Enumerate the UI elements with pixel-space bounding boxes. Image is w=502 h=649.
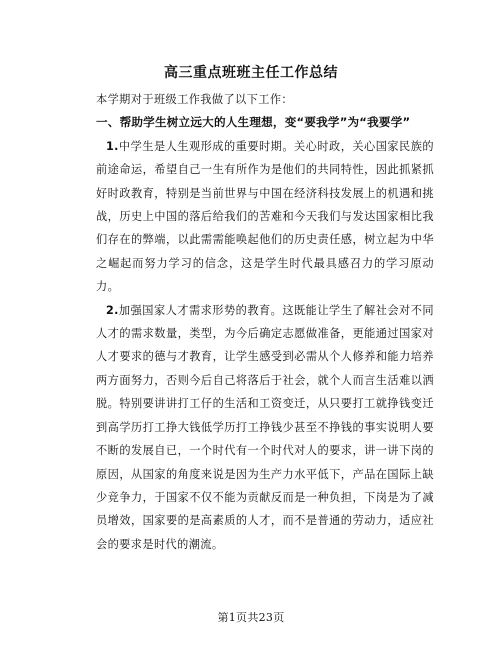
- document-title: 高三重点班班主任工作总结: [164, 65, 338, 81]
- paragraph-1: [96, 135, 434, 299]
- intro-paragraph: 本学期对于班级工作我做了以下工作：: [96, 93, 293, 106]
- section-heading: 一、帮助学生树立远大的人生理想，变“要我学”为“我要学”: [96, 115, 411, 130]
- paragraph-1-text: 中学生是人生观形成的重要时期。关心时政，关心国家民族的前途命运，希望自己一生有所作为是他们的共同特性，因此抓紧抓好时政教育，特别是当前世界与中国在经济科技发展上的机遇和挑战，历史上中国的落后给我们的苦难和今天我们与发达国家相比我们存在的弊端，以此需需能唤起他们的历史责任感，树立起为中华之崛起而努力学习的信念，这是学生时代最具感召力的学习原动力。: [96, 139, 434, 294]
- paragraph-1-number: 1.: [106, 139, 119, 153]
- paragraph-2: [96, 299, 434, 556]
- paragraph-2-number: 2.: [106, 303, 119, 317]
- document-body: [96, 88, 434, 556]
- paragraph-2-text: 加强国家人才需求形势的教育。这既能让学生了解社会对不同人才的需求数量，类型，为今后确定志愿做准备，更能通过国家对人才要求的德与才教育，让学生感受到必需从个人修养和能力培养两方面努力，否则今后自己将落后于社会，就个人而言生活难以洒脱。特别要讲讲打工仔的生活和工资变迁，从只要打工就挣钱变迁到高学历打工挣大钱低学历打工挣钱少甚至不挣钱的事实说明人要不断的发展自已，一个时代有一个时代对人的要求，讲一讲下岗的原因，从国家的角度来说是因为生产力水平低下，产品在国际上缺少竞争力，于国家不仅不能为贡献反而是一种负担，下岗是为了减员增效，国家要的是高素质的人才，而不是普通的劳动力，适应社会的要求是时代的潮流。: [96, 303, 434, 551]
- page-indicator: 第1页共23页: [217, 611, 285, 624]
